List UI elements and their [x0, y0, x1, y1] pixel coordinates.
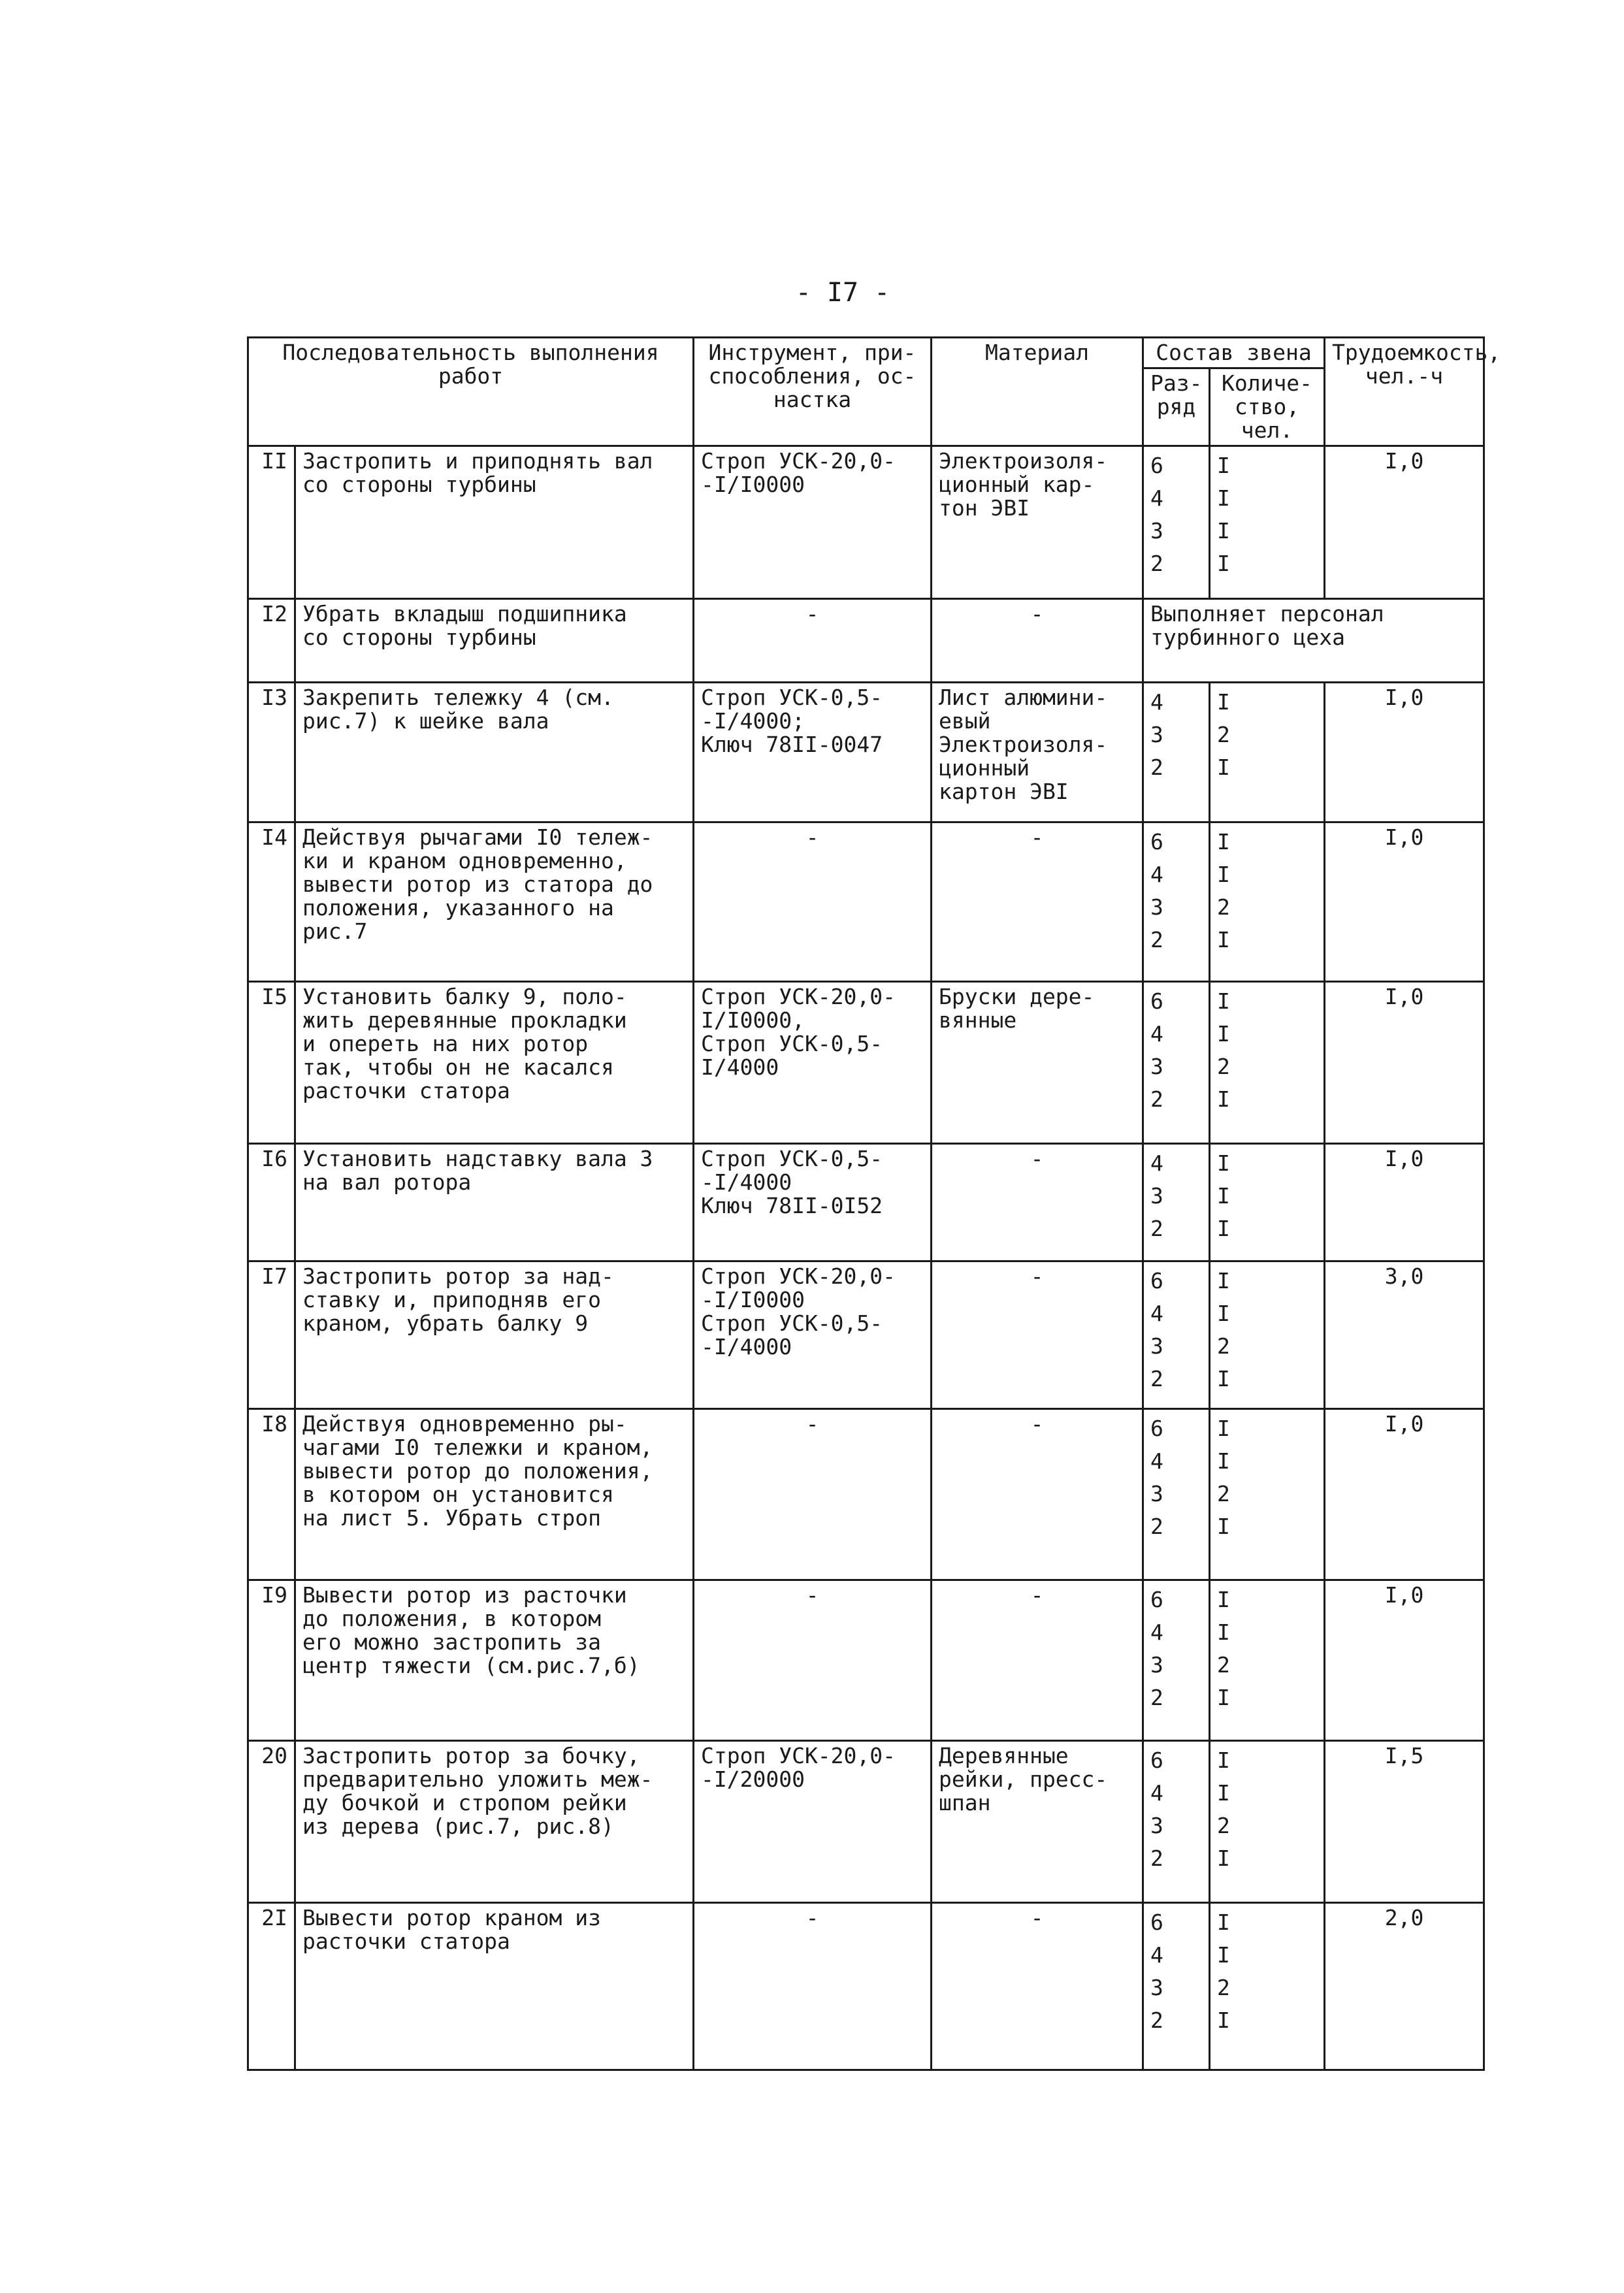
- tool-line: Строп УСК-0,5-: [701, 1031, 883, 1056]
- material-line: -: [1030, 601, 1044, 626]
- crew-count-cell: [1210, 1903, 1325, 2070]
- desc-line: Действуя одновременно ры-: [302, 1411, 627, 1437]
- counts-line: I: [1217, 1619, 1230, 1645]
- ranks-line: 6: [1150, 453, 1163, 478]
- row-number: I6: [248, 1144, 295, 1261]
- labor-cell: I,0: [1325, 446, 1484, 599]
- tools-cell: [694, 1144, 932, 1261]
- material-cell: [932, 982, 1143, 1144]
- material-line: шпан: [939, 1790, 991, 1815]
- counts-line: 2: [1217, 1333, 1230, 1359]
- desc-line: чагами I0 тележки и краном,: [302, 1435, 653, 1460]
- ranks-line: 3: [1150, 1975, 1163, 2000]
- material-line: вянные: [939, 1007, 1017, 1033]
- header-sequence: Последовательность выполнения работ: [248, 338, 694, 446]
- counts-line: 2: [1217, 722, 1230, 747]
- tool-line: Строп УСК-20,0-: [701, 1743, 896, 1768]
- counts-line: I: [1217, 1514, 1230, 1539]
- header-crew: Состав звена: [1143, 338, 1325, 368]
- desc-line: и опереть на них ротор: [302, 1031, 589, 1056]
- work-description: [295, 1144, 694, 1261]
- counts-line: I: [1217, 1301, 1230, 1326]
- material-cell: [932, 599, 1143, 683]
- desc-line: Застропить ротор за над-: [302, 1263, 614, 1289]
- crew-count-cell: [1210, 1144, 1325, 1261]
- ranks-line: 3: [1150, 722, 1163, 747]
- labor-cell: I,0: [1325, 1144, 1484, 1261]
- work-description: [295, 1409, 694, 1580]
- counts-line: I: [1217, 1846, 1230, 1871]
- tools-cell: [694, 1741, 932, 1903]
- counts-line: I: [1217, 1086, 1230, 1112]
- row-number: I3: [248, 683, 295, 822]
- labor-cell: I,0: [1325, 982, 1484, 1144]
- work-description: [295, 822, 694, 982]
- material-cell: [932, 446, 1143, 599]
- ranks-line: 4: [1150, 1780, 1163, 1806]
- counts-line: 2: [1217, 1813, 1230, 1838]
- tool-line: I/4000: [701, 1054, 779, 1080]
- counts-line: I: [1217, 1150, 1230, 1176]
- material-line: ционный кар-: [939, 472, 1095, 497]
- crew-count-cell: [1210, 1409, 1325, 1580]
- header-count: Количе- ство, чел.: [1210, 368, 1325, 446]
- material-line: рейки, пресс-: [939, 1766, 1108, 1792]
- ranks-line: 3: [1150, 1813, 1163, 1838]
- crew-rank-cell: [1143, 1409, 1210, 1580]
- table-body: [248, 446, 1484, 2070]
- material-line: -: [1030, 1263, 1044, 1289]
- material-cell: [932, 1261, 1143, 1409]
- counts-line: I: [1217, 551, 1230, 576]
- crew-count-cell: [1210, 683, 1325, 822]
- tool-line: Строп УСК-20,0-: [701, 448, 896, 474]
- tools-cell: [694, 1580, 932, 1741]
- desc-line: предварительно уложить меж-: [302, 1766, 653, 1792]
- labor-cell: I,0: [1325, 1409, 1484, 1580]
- work-description: [295, 683, 694, 822]
- material-line: ционный: [939, 755, 1030, 781]
- desc-line: жить деревянные прокладки: [302, 1007, 627, 1033]
- crew-count-cell: [1210, 446, 1325, 599]
- crew-count-cell: [1210, 982, 1325, 1144]
- counts-line: I: [1217, 755, 1230, 780]
- row-number: 20: [248, 1741, 295, 1903]
- ranks-line: 4: [1150, 689, 1163, 715]
- counts-line: I: [1217, 1448, 1230, 1474]
- desc-line: на вал ротора: [302, 1169, 472, 1195]
- table-row: [248, 683, 1484, 822]
- desc-line: вывести ротор из статора до: [302, 871, 653, 897]
- counts-line: I: [1217, 453, 1230, 478]
- counts-line: I: [1217, 1910, 1230, 1935]
- desc-line: положения, указанного на: [302, 895, 614, 920]
- tools-cell: [694, 822, 932, 982]
- tool-line: -I/4000: [701, 1334, 792, 1359]
- desc-line: из дерева (рис.7, рис.8): [302, 1813, 614, 1839]
- tools-cell: [694, 599, 932, 683]
- work-description: [295, 446, 694, 599]
- table-row: [248, 1261, 1484, 1409]
- header-rank: Раз- ряд: [1143, 368, 1210, 446]
- ranks-line: 2: [1150, 927, 1163, 952]
- ranks-line: 6: [1150, 1748, 1163, 1773]
- table-row: [248, 982, 1484, 1144]
- material-cell: [932, 1741, 1143, 1903]
- ranks-line: 2: [1150, 1514, 1163, 1539]
- ranks-line: 2: [1150, 1086, 1163, 1112]
- crew-rank-cell: [1143, 446, 1210, 599]
- row-number: I8: [248, 1409, 295, 1580]
- header-labor: Трудоемкость, чел.-ч: [1325, 338, 1484, 446]
- tools-cell: [694, 446, 932, 599]
- ranks-line: 6: [1150, 1587, 1163, 1612]
- crew-count-cell: [1210, 822, 1325, 982]
- desc-line: Установить надставку вала 3: [302, 1146, 653, 1171]
- table-row: [248, 1580, 1484, 1741]
- header-row: [248, 338, 1484, 368]
- work-description: [295, 1261, 694, 1409]
- tool-line: -: [805, 1905, 819, 1930]
- row-number: II: [248, 446, 295, 599]
- ranks-line: 4: [1150, 1301, 1163, 1326]
- material-line: Бруски дере-: [939, 984, 1095, 1009]
- desc-line: центр тяжести (см.рис.7,б): [302, 1653, 640, 1678]
- tool-line: -: [805, 1582, 819, 1608]
- counts-line: 2: [1217, 1652, 1230, 1678]
- material-line: тон ЭВI: [939, 495, 1030, 521]
- tool-line: Строп УСК-0,5-: [701, 1146, 883, 1171]
- crew-rank-cell: [1143, 1144, 1210, 1261]
- ranks-line: 3: [1150, 1481, 1163, 1506]
- counts-line: I: [1217, 1416, 1230, 1441]
- ranks-line: 4: [1150, 485, 1163, 511]
- ranks-line: 3: [1150, 1652, 1163, 1678]
- tool-line: Строп УСК-0,5-: [701, 685, 883, 710]
- desc-line: вывести ротор до положения,: [302, 1458, 653, 1484]
- counts-line: I: [1217, 1268, 1230, 1293]
- tool-line: I/I0000,: [701, 1007, 805, 1033]
- material-line: -: [1030, 1905, 1044, 1930]
- counts-line: I: [1217, 1366, 1230, 1391]
- material-line: евый: [939, 708, 991, 734]
- material-cell: [932, 683, 1143, 822]
- desc-line: ки и краном одновременно,: [302, 848, 627, 873]
- counts-line: I: [1217, 988, 1230, 1014]
- ranks-line: 2: [1150, 1685, 1163, 1710]
- tool-line: -I/I0000: [701, 1287, 805, 1312]
- material-line: Деревянные: [939, 1743, 1069, 1768]
- material-cell: [932, 1144, 1143, 1261]
- desc-line: со стороны турбины: [302, 625, 536, 650]
- material-line: -: [1030, 1146, 1044, 1171]
- ranks-line: 6: [1150, 1910, 1163, 1935]
- crew-count-cell: [1210, 1741, 1325, 1903]
- desc-line: Убрать вкладыш подшипника: [302, 601, 627, 626]
- ranks-line: 6: [1150, 988, 1163, 1014]
- crew-rank-cell: [1143, 683, 1210, 822]
- tool-line: -I/4000;: [701, 708, 805, 734]
- ranks-line: 2: [1150, 1366, 1163, 1391]
- labor-cell: 3,0: [1325, 1261, 1484, 1409]
- material-line: -: [1030, 824, 1044, 850]
- tool-line: Строп УСК-20,0-: [701, 1263, 896, 1289]
- desc-line: расточки статора: [302, 1078, 510, 1103]
- desc-line: на лист 5. Убрать строп: [302, 1505, 601, 1531]
- tools-cell: [694, 1903, 932, 2070]
- counts-line: I: [1217, 829, 1230, 854]
- crew-rank-cell: [1143, 822, 1210, 982]
- tools-cell: [694, 683, 932, 822]
- header-tools: Инструмент, при- способления, ос- настка: [694, 338, 932, 446]
- desc-line: Застропить и приподнять вал: [302, 448, 653, 474]
- labor-cell: I,0: [1325, 822, 1484, 982]
- desc-line: так, чтобы он не касался: [302, 1054, 614, 1080]
- material-line: Лист алюмини-: [939, 685, 1108, 710]
- tool-line: -: [805, 824, 819, 850]
- work-description: [295, 1903, 694, 2070]
- material-line: Электроизоля-: [939, 448, 1108, 474]
- counts-line: 2: [1217, 894, 1230, 920]
- row-number: I9: [248, 1580, 295, 1741]
- ranks-line: 4: [1150, 1021, 1163, 1047]
- tools-cell: [694, 982, 932, 1144]
- counts-line: I: [1217, 1021, 1230, 1047]
- desc-line: краном, убрать балку 9: [302, 1310, 589, 1336]
- tools-cell: [694, 1409, 932, 1580]
- work-description: [295, 599, 694, 683]
- row-number: I4: [248, 822, 295, 982]
- work-table: [247, 336, 1501, 2071]
- crew-rank-cell: [1143, 1741, 1210, 1903]
- desc-line: расточки статора: [302, 1928, 510, 1954]
- ranks-line: 3: [1150, 518, 1163, 544]
- ranks-line: 3: [1150, 894, 1163, 920]
- ranks-line: 2: [1150, 1216, 1163, 1241]
- tool-line: Строп УСК-0,5-: [701, 1310, 883, 1336]
- ranks-line: 2: [1150, 1846, 1163, 1871]
- counts-line: I: [1217, 485, 1230, 511]
- work-description: [295, 982, 694, 1144]
- counts-line: I: [1217, 1587, 1230, 1612]
- material-cell: [932, 822, 1143, 982]
- desc-line: ставку и, приподняв его: [302, 1287, 601, 1312]
- desc-line: его можно застропить за: [302, 1629, 601, 1655]
- labor-cell: 2,0: [1325, 1903, 1484, 2070]
- ranks-line: 4: [1150, 1150, 1163, 1176]
- counts-line: I: [1217, 1216, 1230, 1241]
- counts-line: 2: [1217, 1481, 1230, 1506]
- ranks-line: 4: [1150, 1942, 1163, 1968]
- tool-line: -: [805, 1411, 819, 1437]
- desc-line: ду бочкой и стропом рейки: [302, 1790, 627, 1815]
- counts-line: I: [1217, 927, 1230, 952]
- ranks-line: 4: [1150, 1619, 1163, 1645]
- ranks-line: 6: [1150, 1268, 1163, 1293]
- counts-line: I: [1217, 1183, 1230, 1209]
- header-material: Материал: [932, 338, 1143, 446]
- material-cell: [932, 1409, 1143, 1580]
- crew-count-cell: [1210, 1580, 1325, 1741]
- ranks-line: 3: [1150, 1333, 1163, 1359]
- tool-line: Ключ 78II-0047: [701, 732, 883, 757]
- material-cell: [932, 1903, 1143, 2070]
- desc-line: со стороны турбины: [302, 472, 536, 497]
- ranks-line: 2: [1150, 2008, 1163, 2033]
- crew-rank-cell: [1143, 1580, 1210, 1741]
- counts-line: 2: [1217, 1975, 1230, 2000]
- desc-line: рис.7) к шейке вала: [302, 708, 549, 734]
- tool-line: -I/I0000: [701, 472, 805, 497]
- crew-note: Выполняет персонал турбинного цеха: [1143, 599, 1484, 683]
- table-row: [248, 1741, 1484, 1903]
- desc-line: Закрепить тележку 4 (см.: [302, 685, 614, 710]
- desc-line: Застропить ротор за бочку,: [302, 1743, 640, 1768]
- ranks-line: 3: [1150, 1054, 1163, 1079]
- counts-line: I: [1217, 1685, 1230, 1710]
- tool-line: Строп УСК-20,0-: [701, 984, 896, 1009]
- material-line: Электроизоля-: [939, 732, 1108, 757]
- counts-line: I: [1217, 2008, 1230, 2033]
- ranks-line: 2: [1150, 755, 1163, 780]
- counts-line: I: [1217, 518, 1230, 544]
- material-cell: [932, 1580, 1143, 1741]
- table-row: [248, 1144, 1484, 1261]
- page-number: - I7 -: [795, 278, 890, 308]
- labor-cell: I,0: [1325, 683, 1484, 822]
- row-number: I2: [248, 599, 295, 683]
- crew-rank-cell: [1143, 1261, 1210, 1409]
- ranks-line: 6: [1150, 829, 1163, 854]
- counts-line: 2: [1217, 1054, 1230, 1079]
- tool-line: -: [805, 601, 819, 626]
- table-row: [248, 446, 1484, 599]
- labor-cell: I,0: [1325, 1580, 1484, 1741]
- crew-rank-cell: [1143, 982, 1210, 1144]
- desc-line: Установить балку 9, поло-: [302, 984, 627, 1009]
- table-row: [248, 822, 1484, 982]
- desc-line: Действуя рычагами I0 тележ-: [302, 824, 653, 850]
- counts-line: I: [1217, 689, 1230, 715]
- table-row: [248, 1409, 1484, 1580]
- counts-line: I: [1217, 862, 1230, 887]
- desc-line: в котором он установится: [302, 1482, 614, 1507]
- material-line: -: [1030, 1411, 1044, 1437]
- ranks-line: 4: [1150, 862, 1163, 887]
- work-description: [295, 1580, 694, 1741]
- row-number: I5: [248, 982, 295, 1144]
- ranks-line: 4: [1150, 1448, 1163, 1474]
- material-line: картон ЭВI: [939, 779, 1069, 804]
- crew-count-cell: [1210, 1261, 1325, 1409]
- counts-line: I: [1217, 1942, 1230, 1968]
- work-description: [295, 1741, 694, 1903]
- ranks-line: 2: [1150, 551, 1163, 576]
- desc-line: рис.7: [302, 919, 368, 944]
- material-line: -: [1030, 1582, 1044, 1608]
- tools-cell: [694, 1261, 932, 1409]
- table-row: [248, 599, 1484, 683]
- tool-line: -I/4000: [701, 1169, 792, 1195]
- crew-rank-cell: [1143, 1903, 1210, 2070]
- tool-line: -I/20000: [701, 1766, 805, 1792]
- row-number: 2I: [248, 1903, 295, 2070]
- tool-line: Ключ 78II-0I52: [701, 1193, 883, 1218]
- labor-cell: I,5: [1325, 1741, 1484, 1903]
- row-number: I7: [248, 1261, 295, 1409]
- ranks-line: 3: [1150, 1183, 1163, 1209]
- desc-line: до положения, в котором: [302, 1606, 601, 1631]
- table-row: [248, 1903, 1484, 2070]
- counts-line: I: [1217, 1780, 1230, 1806]
- desc-line: Вывести ротор краном из: [302, 1905, 601, 1930]
- ranks-line: 6: [1150, 1416, 1163, 1441]
- desc-line: Вывести ротор из расточки: [302, 1582, 627, 1608]
- counts-line: I: [1217, 1748, 1230, 1773]
